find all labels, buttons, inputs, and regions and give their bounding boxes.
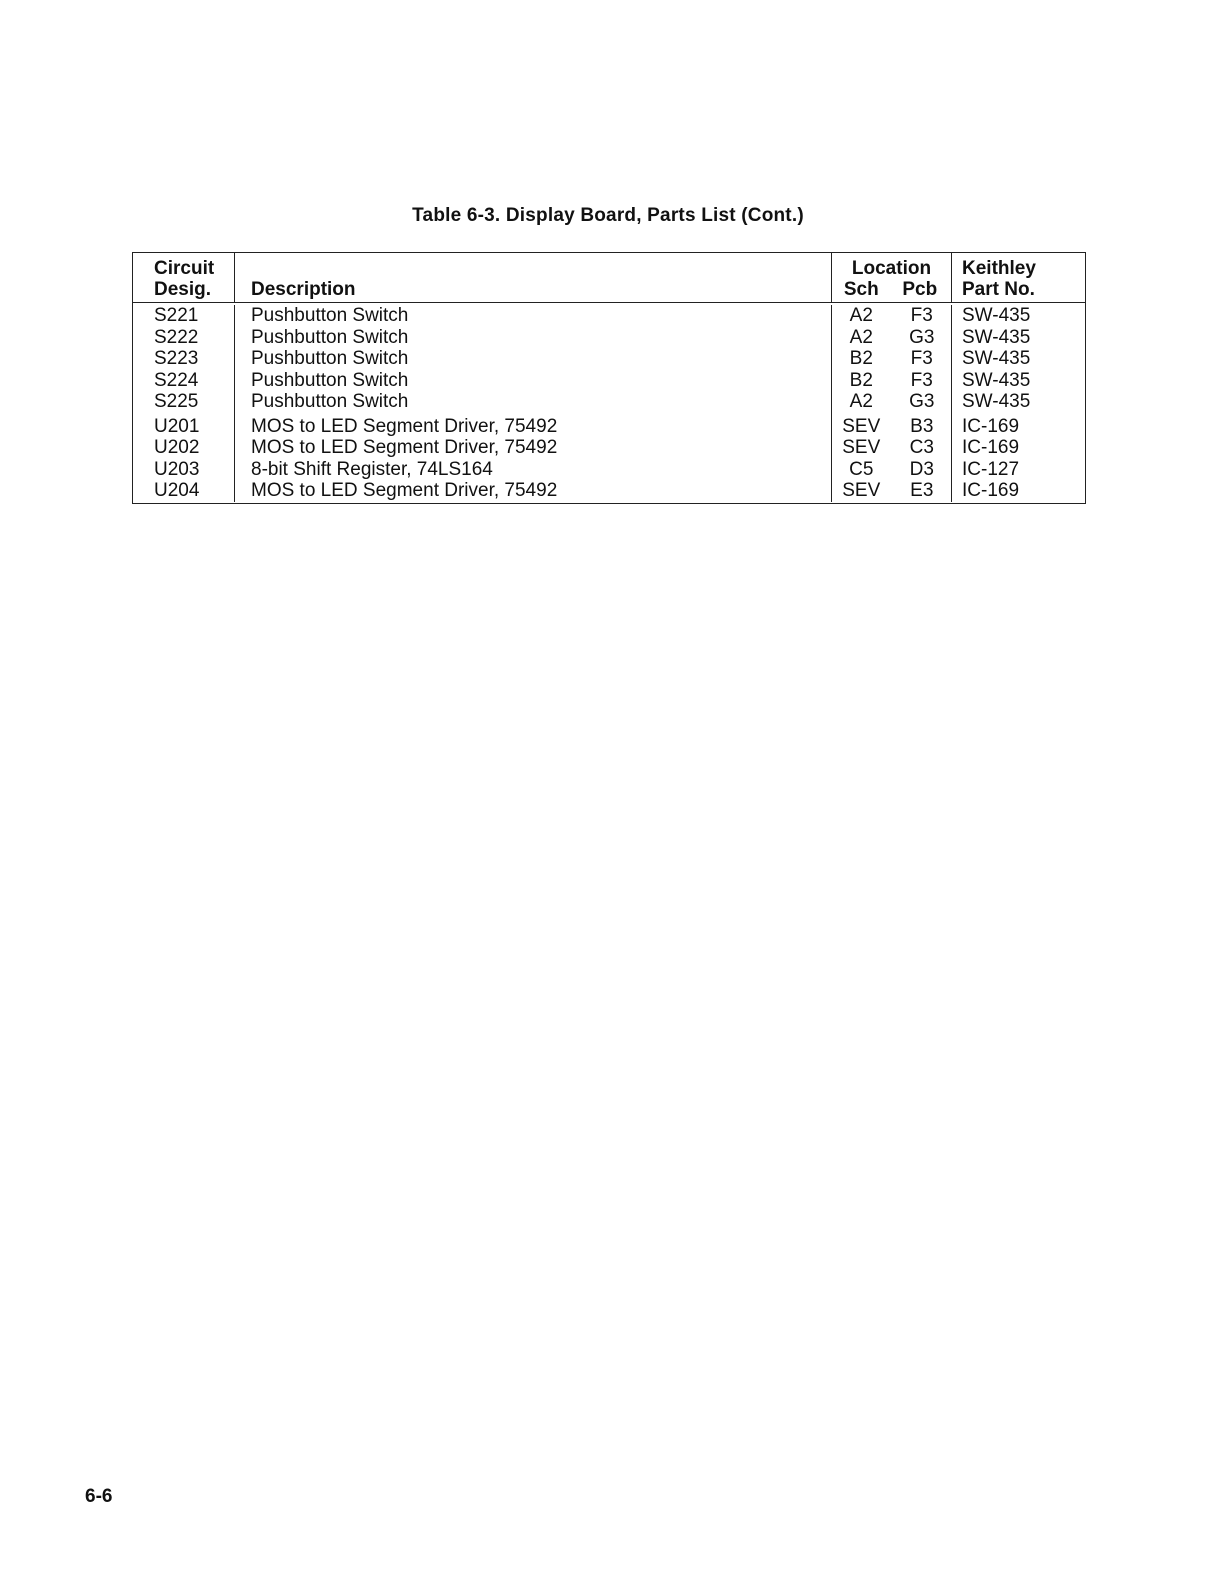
cell-pcb: C3 — [909, 437, 934, 458]
header-sch-label: Sch — [843, 279, 879, 300]
header-part-no — [952, 253, 1085, 302]
cell-description: MOS to LED Segment Driver, 75492 — [235, 416, 832, 438]
table-row — [133, 370, 1085, 392]
cell-sch: B2 — [849, 369, 873, 391]
cell-sch: SEV — [842, 480, 881, 501]
table-row — [133, 305, 1085, 327]
table-row — [133, 459, 1085, 481]
cell-pcb: B3 — [910, 415, 934, 437]
cell-sch: SEV — [842, 437, 881, 458]
cell-pcb: F3 — [910, 369, 933, 391]
cell-sch: A2 — [849, 305, 873, 326]
table-title: Table 6-3. Display Board, Parts List (Cont.) — [412, 205, 804, 226]
header-circuit-desig — [133, 253, 235, 302]
cell-description: Pushbutton Switch — [235, 370, 832, 392]
cell-pcb: F3 — [910, 305, 933, 326]
cell-description: MOS to LED Segment Driver, 75492 — [235, 437, 832, 459]
cell-desig: S225 — [133, 391, 235, 413]
cell-part-no: IC-169 — [962, 437, 1020, 458]
cell-desig: U203 — [133, 459, 235, 481]
table-row — [133, 437, 1085, 459]
table-body — [133, 303, 1085, 503]
cell-part-no: IC-169 — [962, 415, 1020, 437]
cell-pcb: D3 — [909, 458, 934, 480]
table-row — [133, 480, 1085, 502]
cell-sch: SEV — [842, 415, 881, 437]
cell-desig: U204 — [133, 480, 235, 502]
table-header-row — [133, 253, 1085, 303]
parts-list-table — [132, 252, 1086, 504]
cell-sch: A2 — [849, 391, 873, 412]
page-number: 6-6 — [85, 1486, 113, 1507]
cell-desig: S223 — [133, 348, 235, 370]
cell-part-no: SW-435 — [962, 369, 1031, 391]
cell-part-no: SW-435 — [962, 326, 1031, 348]
cell-part-no: IC-127 — [962, 458, 1020, 480]
cell-description: Pushbutton Switch — [235, 391, 832, 413]
header-location — [832, 253, 952, 302]
header-description — [235, 253, 832, 302]
table-row — [133, 327, 1085, 349]
cell-description: Pushbutton Switch — [235, 327, 832, 349]
cell-description: 8-bit Shift Register, 74LS164 — [235, 459, 832, 481]
header-description-label: Description — [251, 279, 356, 300]
cell-part-no: SW-435 — [962, 391, 1031, 412]
cell-desig: S221 — [133, 305, 235, 327]
cell-part-no: SW-435 — [962, 305, 1031, 326]
cell-pcb: E3 — [910, 480, 934, 501]
cell-description: Pushbutton Switch — [235, 348, 832, 370]
cell-desig: U201 — [133, 416, 235, 438]
header-desig-label: Desig. — [154, 279, 212, 300]
table-row — [133, 348, 1085, 370]
cell-pcb: G3 — [909, 326, 935, 348]
cell-sch: B2 — [849, 348, 873, 369]
header-pcb-label: Pcb — [902, 279, 938, 300]
cell-desig: U202 — [133, 437, 235, 459]
header-partno-label: Part No. — [962, 279, 1035, 300]
cell-desig: S222 — [133, 327, 235, 349]
cell-sch: C5 — [849, 458, 874, 480]
cell-sch: A2 — [849, 326, 873, 348]
table-row — [133, 416, 1085, 438]
cell-part-no: IC-169 — [962, 480, 1020, 501]
cell-desig: S224 — [133, 370, 235, 392]
cell-pcb: G3 — [909, 391, 935, 412]
header-location-label: Location — [851, 258, 932, 279]
cell-pcb: F3 — [910, 348, 933, 369]
cell-part-no: SW-435 — [962, 348, 1031, 369]
header-keithley-label: Keithley — [962, 258, 1036, 279]
table-row — [133, 391, 1085, 413]
cell-description: MOS to LED Segment Driver, 75492 — [235, 480, 832, 502]
header-circuit-label: Circuit — [154, 258, 215, 279]
cell-description: Pushbutton Switch — [235, 305, 832, 327]
